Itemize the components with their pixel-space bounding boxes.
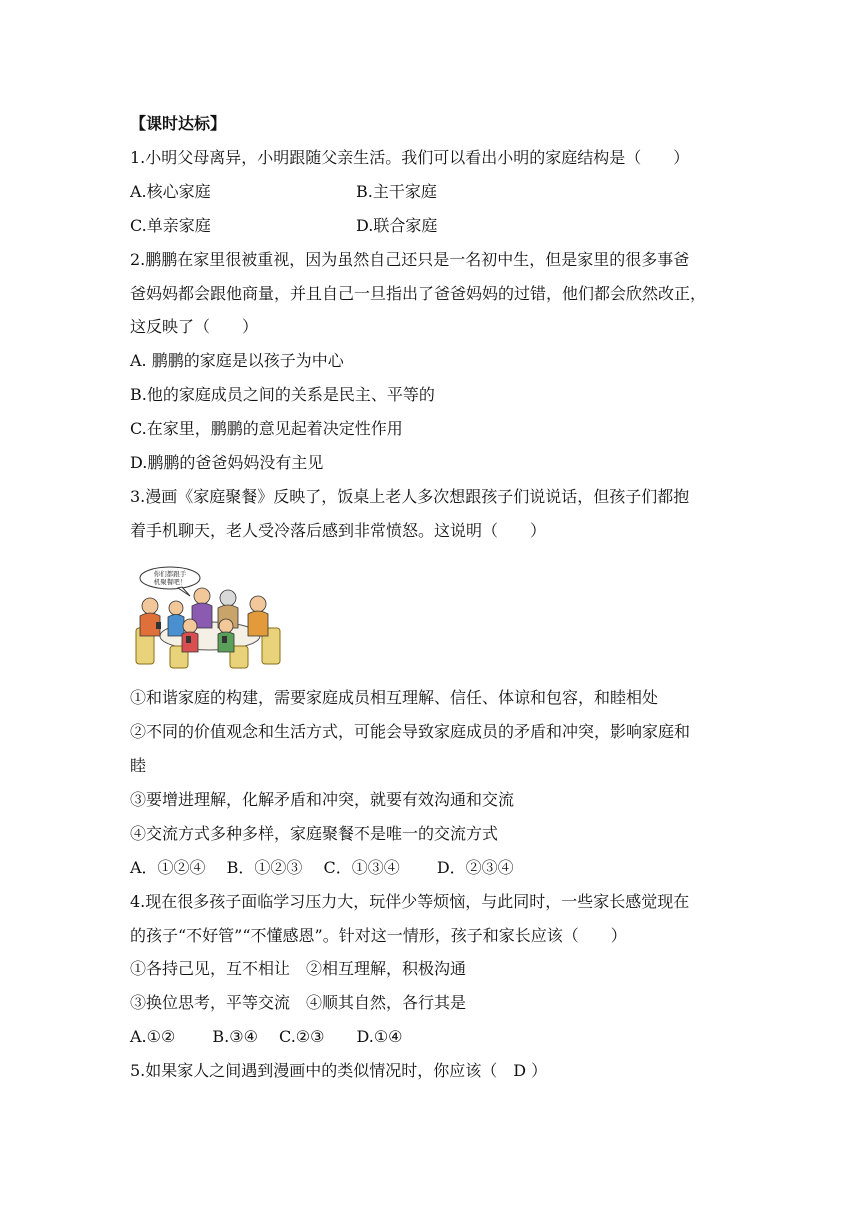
q3-statement-1: ①和谐家庭的构建，需要家庭成员相互理解、信任、体谅和包容，和睦相处 bbox=[130, 688, 659, 707]
q2-option-d: D.鹏鹏的爸爸妈妈没有主见 bbox=[130, 453, 324, 472]
q4-statements-row: ①各持己见，互不相让 ②相互理解，积极沟通 bbox=[130, 959, 467, 978]
q1-option-b: B.主干家庭 bbox=[356, 182, 437, 201]
q2-stem-line: 这反映了（ ） bbox=[130, 317, 259, 336]
q3-statement-2-cont: 睦 bbox=[130, 756, 147, 775]
q3-statement-4: ④交流方式多种多样，家庭聚餐不是唯一的交流方式 bbox=[130, 824, 499, 843]
q4-stem-line: 的孩子“不好管”“不懂感恩”。针对这一情形，孩子和家长应该（ ） bbox=[130, 926, 627, 945]
q1-stem: 1.小明父母离异，小明跟随父亲生活。我们可以看出小明的家庭结构是（ ） bbox=[130, 148, 690, 167]
q1-option-a: A.核心家庭 bbox=[130, 182, 211, 201]
q2-option-a: A. 鹏鹏的家庭是以孩子为中心 bbox=[130, 351, 344, 370]
section-heading: 【课时达标】 bbox=[130, 114, 227, 133]
svg-text:你们都跟手: 你们都跟手 bbox=[153, 570, 187, 578]
svg-text:机聚餐吧！: 机聚餐吧！ bbox=[153, 578, 187, 586]
q3-options: A．①②④ B．①②③ C．①③④ D．②③④ bbox=[130, 858, 514, 877]
q2-stem-line: 2.鹏鹏在家里很被重视，因为虽然自己还只是一名初中生，但是家里的很多事爸 bbox=[130, 250, 690, 269]
q3-stem-line: 着手机聊天，老人受冷落后感到非常愤怒。这说明（ ） bbox=[130, 521, 547, 540]
q2-option-b: B.他的家庭成员之间的关系是民主、平等的 bbox=[130, 385, 435, 404]
q3-stem-line: 3.漫画《家庭聚餐》反映了，饭桌上老人多次想跟孩子们说说话，但孩子们都抱 bbox=[130, 487, 690, 506]
q1-option-c: C.单亲家庭 bbox=[130, 216, 211, 235]
q2-stem-line: 爸妈妈都会跟他商量，并且自己一旦指出了爸爸妈妈的过错，他们都会欣然改正， bbox=[130, 284, 707, 303]
family-dinner-cartoon bbox=[130, 566, 286, 670]
q3-statement-2: ②不同的价值观念和生活方式，可能会导致家庭成员的矛盾和冲突，影响家庭和 bbox=[130, 722, 691, 741]
q4-statements-row: ③换位思考，平等交流 ④顺其自然，各行其是 bbox=[130, 993, 467, 1012]
q1-option-d: D.联合家庭 bbox=[356, 216, 438, 235]
q2-option-c: C.在家里，鹏鹏的意见起着决定性作用 bbox=[130, 419, 403, 438]
q5-stem: 5.如果家人之间遇到漫画中的类似情况时，你应该（ D ） bbox=[130, 1061, 548, 1080]
q4-options: A.①② B.③④ C.②③ D.①④ bbox=[130, 1027, 403, 1046]
q4-stem-line: 4.现在很多孩子面临学习压力大，玩伴少等烦恼，与此同时，一些家长感觉现在 bbox=[130, 892, 690, 911]
q3-statement-3: ③要增进理解，化解矛盾和冲突，就要有效沟通和交流 bbox=[130, 790, 515, 809]
